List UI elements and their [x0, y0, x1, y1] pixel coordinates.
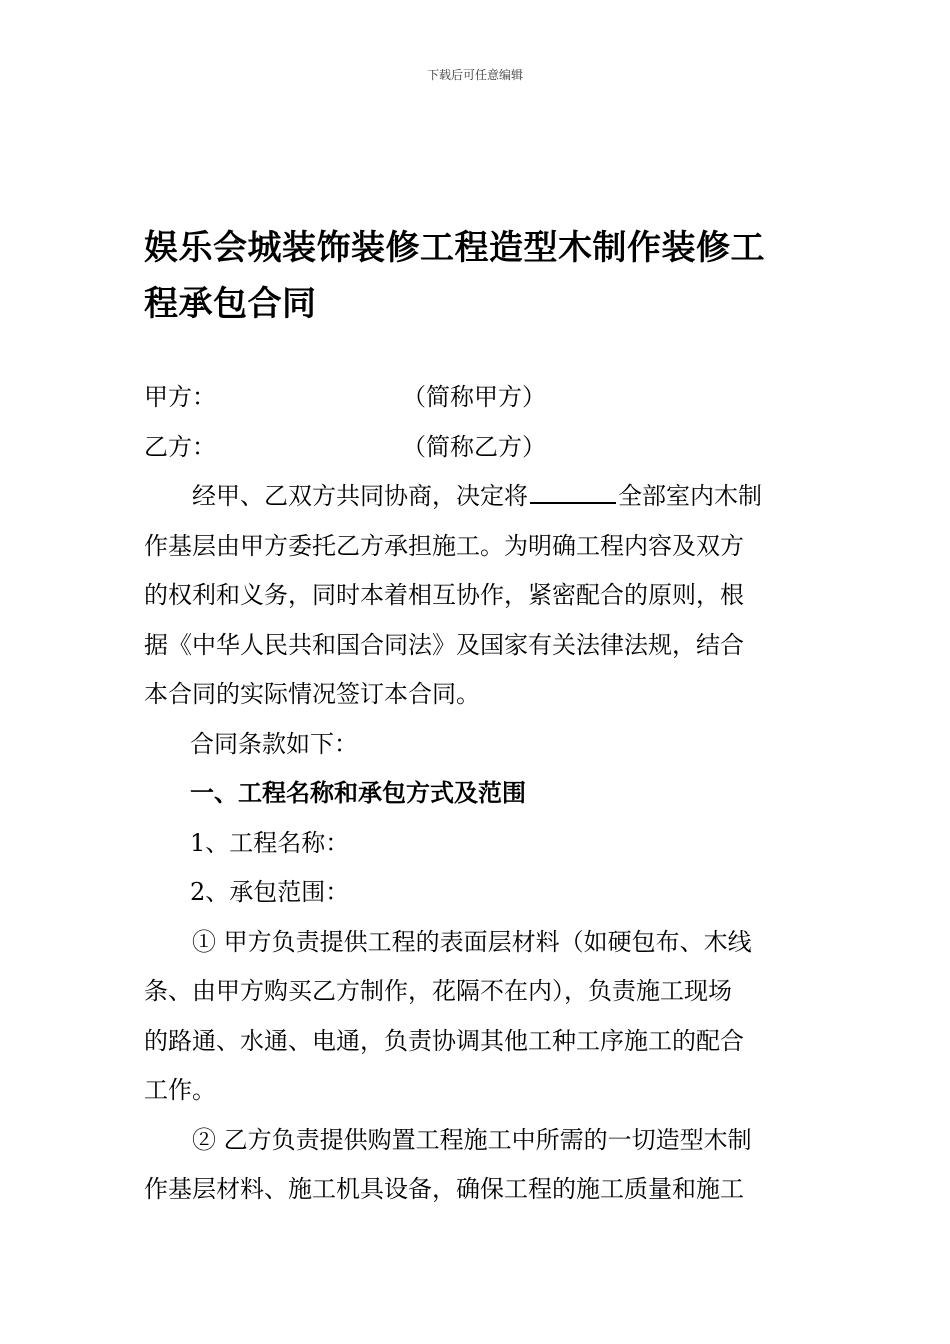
document-body	[144, 373, 808, 1215]
party-b-line	[144, 423, 808, 473]
clause-2-line-1: ② 乙方负责提供购置工程施工中所需的一切造型木制	[192, 1125, 752, 1154]
item-1-project-name: 1、工程名称：	[190, 828, 350, 857]
party-a-label: 甲方：	[144, 383, 216, 411]
header-note: 下载后可任意编辑	[426, 68, 523, 82]
party-b-note: （简称乙方）	[402, 432, 546, 461]
intro-line-1	[144, 472, 808, 522]
intro-line-5: 本合同的实际情况签订本合同。	[144, 680, 480, 708]
item-2-scope: 2、承包范围：	[190, 878, 350, 906]
clause-1-line-1: ① 甲方负责提供工程的表面层材料（如硬包布、木线	[192, 927, 752, 956]
intro-line-2: 作基层由甲方委托乙方承担施工。为明确工程内容及双方	[144, 531, 744, 560]
party-a-line	[144, 373, 808, 423]
party-b-label: 乙方：	[144, 432, 216, 461]
party-a-note: （简称甲方）	[402, 383, 546, 411]
section-1-heading: 一、工程名称和承包方式及范围	[190, 779, 526, 807]
title-line-2: 程承包合同	[144, 284, 317, 324]
project-blank-field	[530, 482, 616, 504]
clause-1-line-4: 工作。	[144, 1076, 216, 1104]
clause-1-line-3: 的路通、水通、电通，负责协调其他工种工序施工的配合	[144, 1026, 744, 1055]
clause-1-line-2: 条、由甲方购买乙方制作，花隔不在内），负责施工现场	[144, 977, 732, 1005]
intro-line-4: 据《中华人民共和国合同法》及国家有关法律法规，结合	[144, 630, 744, 659]
document-title	[144, 220, 808, 332]
title-line-1: 娱乐会城装饰装修工程造型木制作装修工	[144, 228, 765, 268]
intro-line-3: 的权利和义务，同时本着相互协作，紧密配合的原则，根	[144, 581, 744, 609]
intro-text-before-blank: 经甲、乙双方共同协商，决定将	[192, 482, 528, 510]
clause-2-line-2: 作基层材料、施工机具设备，确保工程的施工质量和施工	[144, 1175, 744, 1203]
intro-text-after-blank: 全部室内木制	[618, 482, 762, 510]
terms-intro: 合同条款如下：	[190, 729, 358, 758]
